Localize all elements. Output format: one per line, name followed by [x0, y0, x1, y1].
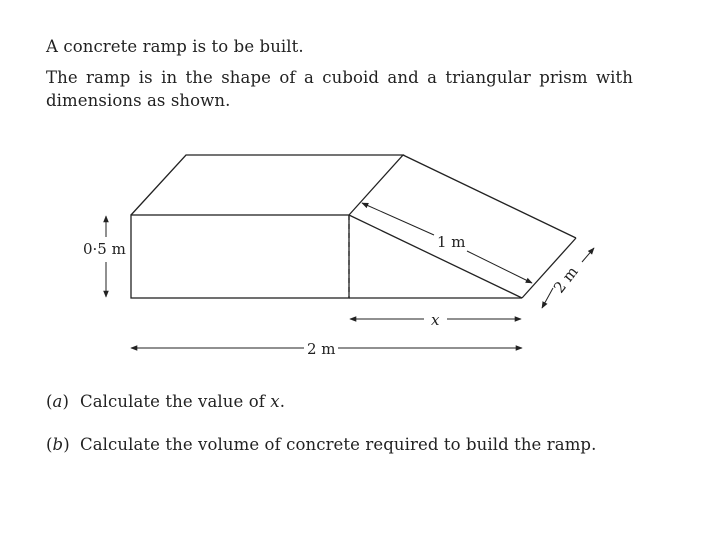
depth-arrow-up: [582, 248, 594, 262]
question-a-text: Calculate the value of: [80, 392, 271, 411]
slope-arrow-right: [467, 251, 532, 283]
height-label: 0·5 m: [83, 240, 126, 258]
depth-label: 2 m: [549, 262, 582, 297]
slope-label: 1 m: [437, 233, 466, 251]
intro-line-1: A concrete ramp is to be built.: [46, 37, 304, 56]
depth-arrow-down: [542, 288, 553, 308]
intro-line-3: dimensions as shown.: [46, 91, 231, 110]
cuboid-front-face: [131, 215, 349, 298]
question-b-label: (b): [46, 435, 70, 454]
cuboid-top-face: [131, 155, 403, 215]
question-a: (a) Calculate the value of x.: [46, 392, 286, 411]
ramp-slope-edge: [349, 215, 522, 298]
question-b-text: Calculate the volume of concrete required to build the ramp.: [80, 435, 597, 454]
ramp-back-slope-edge: [403, 155, 576, 238]
question-a-label: (a): [46, 392, 70, 411]
question-a-var: x: [270, 392, 280, 411]
width-label: 2 m: [307, 340, 336, 358]
question-b: [46, 435, 596, 454]
x-label: x: [431, 311, 440, 329]
slope-arrow-left: [362, 203, 434, 235]
intro-line-2: The ramp is in the shape of a cuboid and a triangular prism with: [46, 68, 633, 87]
